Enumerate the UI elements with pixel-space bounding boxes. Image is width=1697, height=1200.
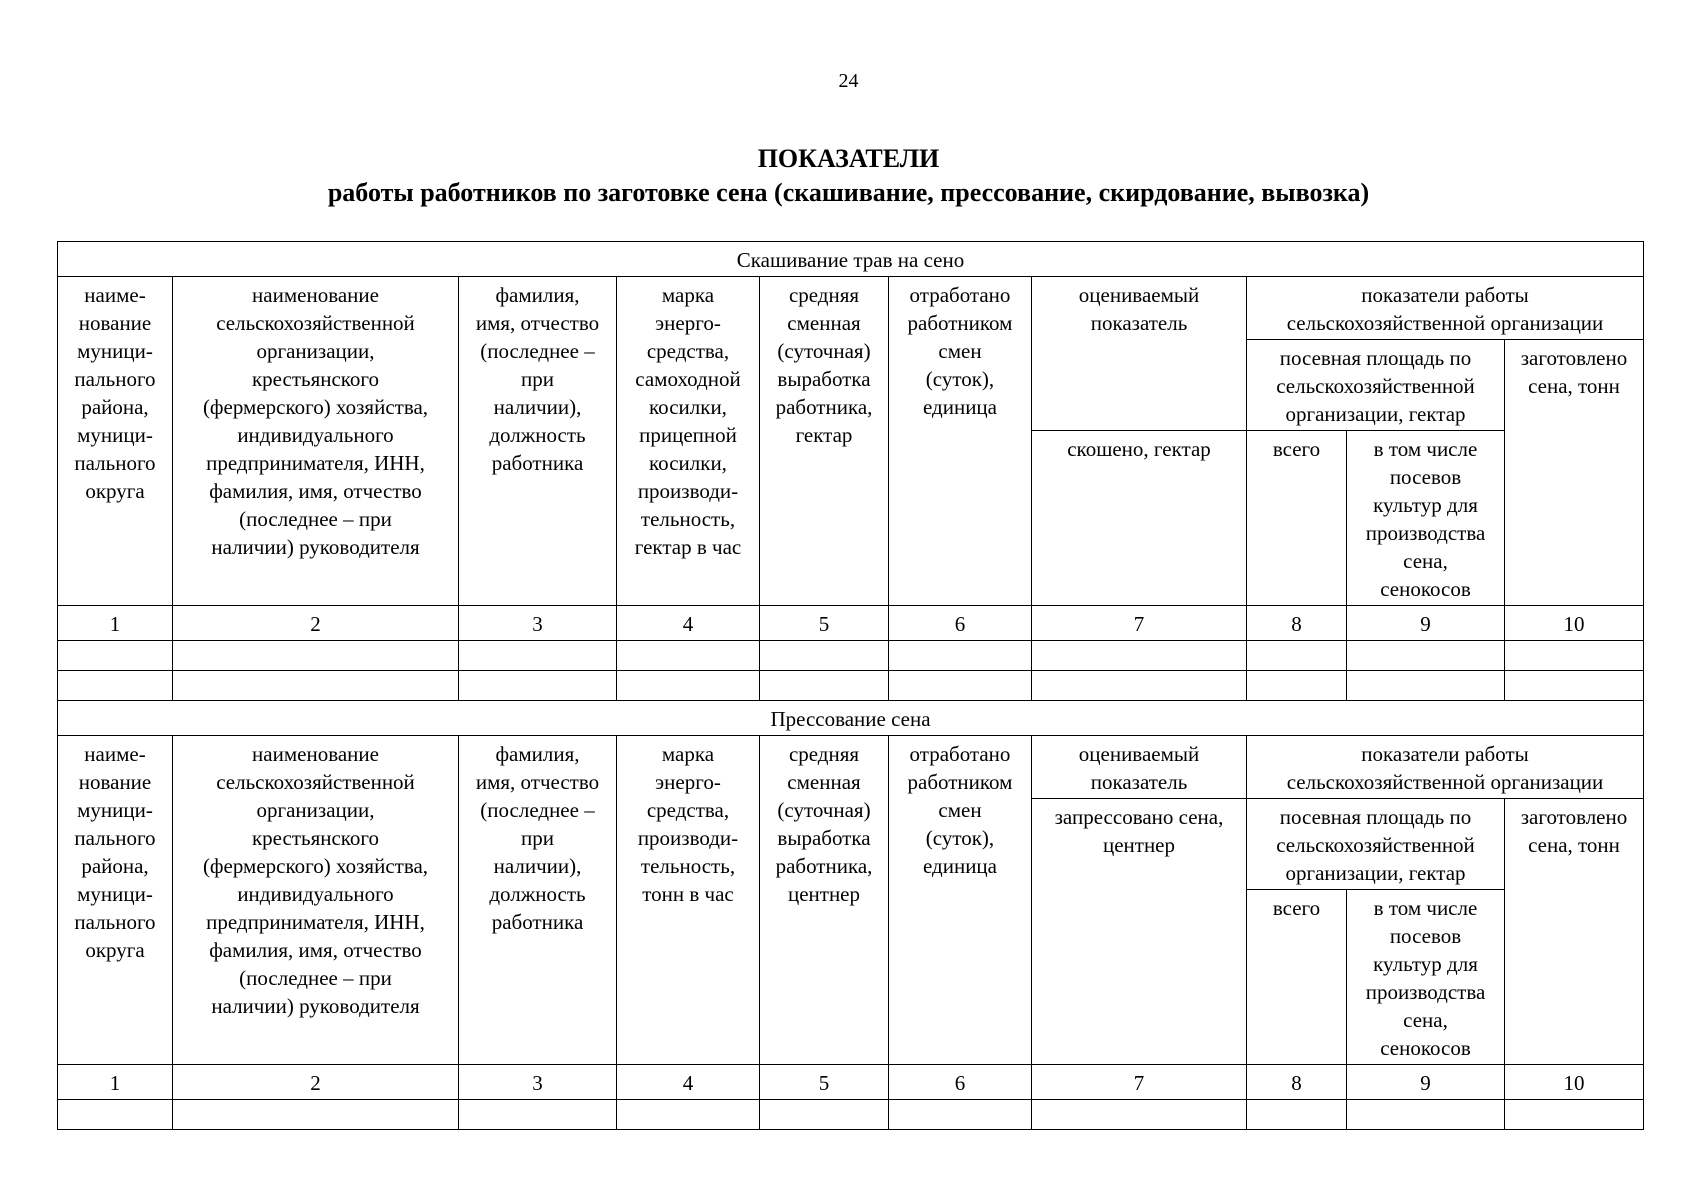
column-number: 4: [617, 606, 760, 641]
header-organization-indicators: показатели работы сельскохозяйственной организации: [1247, 277, 1644, 340]
data-cell[interactable]: [1247, 671, 1347, 701]
column-number: 1: [58, 606, 173, 641]
header-mowed-hectares: скошено, гектар: [1032, 431, 1247, 606]
data-cell[interactable]: [173, 1100, 459, 1130]
data-cell[interactable]: [1032, 671, 1247, 701]
column-number: 8: [1247, 606, 1347, 641]
data-cell[interactable]: [58, 671, 173, 701]
data-cell[interactable]: [760, 1100, 889, 1130]
data-cell[interactable]: [1505, 641, 1644, 671]
header-sown-area: посевная площадь по сельскохозяйственной организации, гектар: [1247, 340, 1505, 431]
data-cell[interactable]: [1032, 641, 1247, 671]
data-cell[interactable]: [173, 641, 459, 671]
data-cell[interactable]: [58, 1100, 173, 1130]
header-including-hay-crops: в том числе посевов культур для производства сена, сенокосов: [1347, 890, 1505, 1065]
page-number: 24: [838, 70, 859, 92]
header-sown-area: посевная площадь по сельскохозяйственной организации, гектар: [1247, 799, 1505, 890]
data-cell[interactable]: [1505, 671, 1644, 701]
data-cell[interactable]: [1247, 1100, 1347, 1130]
column-number: 8: [1247, 1065, 1347, 1100]
data-cell[interactable]: [173, 671, 459, 701]
column-number: 2: [173, 1065, 459, 1100]
header-pressed-hay: запрессовано сена, центнер: [1032, 799, 1247, 1065]
header-organization-name: наименование сельскохозяйственной организации, крестьянского (фермерского) хозяйства, индивидуального предпринимателя, ИНН, фамилия, имя, отчество (последнее – при наличии) руководителя: [173, 277, 459, 606]
document-title: ПОКАЗАТЕЛИ: [757, 144, 940, 173]
section-title-row: [58, 701, 1644, 736]
column-number-row: [58, 606, 1644, 641]
column-number: 5: [760, 606, 889, 641]
header-total: всего: [1247, 431, 1347, 606]
empty-data-row: [58, 641, 1644, 671]
header-evaluated-indicator: оцениваемый показатель: [1032, 277, 1247, 431]
header-worker-name: фамилия, имя, отчество (последнее – при наличии), должность работника: [459, 736, 617, 1065]
data-cell[interactable]: [1505, 1100, 1644, 1130]
header-average-output: средняя сменная (суточная) выработка работника, гектар: [760, 277, 889, 606]
section-title-pressing: Прессование сена: [58, 701, 1644, 736]
header-organization-indicators: показатели работы сельскохозяйственной организации: [1247, 736, 1644, 799]
header-equipment-brand: марка энерго- средства, самоходной косилки, прицепной косилки, производи- тельность, гектар в час: [617, 277, 760, 606]
data-cell[interactable]: [1347, 641, 1505, 671]
empty-data-row: [58, 671, 1644, 701]
header-municipal-district: наиме- нование муници- пального района, муници- пального округа: [58, 277, 173, 606]
empty-data-row: [58, 1100, 1644, 1130]
header-including-hay-crops: в том числе посевов культур для производства сена, сенокосов: [1347, 431, 1505, 606]
column-number: 9: [1347, 1065, 1505, 1100]
header-evaluated-indicator: оцениваемый показатель: [1032, 736, 1247, 799]
column-number: 10: [1505, 606, 1644, 641]
column-number: 7: [1032, 1065, 1247, 1100]
header-equipment-brand: марка энерго- средства, производи- тельность, тонн в час: [617, 736, 760, 1065]
data-cell[interactable]: [459, 641, 617, 671]
header-row: [58, 736, 1644, 799]
column-number: 7: [1032, 606, 1247, 641]
header-shifts-worked: отработано работником смен (суток), единица: [889, 736, 1032, 1065]
data-cell[interactable]: [889, 671, 1032, 701]
data-cell[interactable]: [1032, 1100, 1247, 1130]
column-number: 1: [58, 1065, 173, 1100]
header-total: всего: [1247, 890, 1347, 1065]
data-cell[interactable]: [617, 671, 760, 701]
column-number: 6: [889, 1065, 1032, 1100]
header-average-output: средняя сменная (суточная) выработка работника, центнер: [760, 736, 889, 1065]
section-title-mowing: Скашивание трав на сено: [58, 242, 1644, 277]
header-hay-harvested: заготовлено сена, тонн: [1505, 799, 1644, 1065]
indicators-table: [57, 241, 1644, 1130]
data-cell[interactable]: [889, 1100, 1032, 1130]
data-cell[interactable]: [459, 1100, 617, 1130]
column-number: 3: [459, 606, 617, 641]
header-row: [58, 277, 1644, 340]
data-cell[interactable]: [58, 641, 173, 671]
data-cell[interactable]: [1247, 641, 1347, 671]
header-worker-name: фамилия, имя, отчество (последнее – при наличии), должность работника: [459, 277, 617, 606]
header-shifts-worked: отработано работником смен (суток), единица: [889, 277, 1032, 606]
column-number: 4: [617, 1065, 760, 1100]
column-number: 5: [760, 1065, 889, 1100]
header-hay-harvested: заготовлено сена, тонн: [1505, 340, 1644, 606]
data-cell[interactable]: [1347, 1100, 1505, 1130]
header-municipal-district: наиме- нование муници- пального района, муници- пального округа: [58, 736, 173, 1065]
section-title-row: [58, 242, 1644, 277]
header-organization-name: наименование сельскохозяйственной организации, крестьянского (фермерского) хозяйства, индивидуального предпринимателя, ИНН, фамилия, имя, отчество (последнее – при наличии) руководителя: [173, 736, 459, 1065]
data-cell[interactable]: [617, 641, 760, 671]
data-cell[interactable]: [617, 1100, 760, 1130]
data-cell[interactable]: [760, 641, 889, 671]
data-cell[interactable]: [459, 671, 617, 701]
column-number: 3: [459, 1065, 617, 1100]
data-cell[interactable]: [889, 641, 1032, 671]
document-subtitle: работы работников по заготовке сена (скашивание, прессование, скирдование, вывозка): [327, 178, 1370, 207]
data-cell[interactable]: [760, 671, 889, 701]
column-number: 9: [1347, 606, 1505, 641]
column-number: 6: [889, 606, 1032, 641]
column-number: 10: [1505, 1065, 1644, 1100]
data-cell[interactable]: [1347, 671, 1505, 701]
column-number: 2: [173, 606, 459, 641]
column-number-row: [58, 1065, 1644, 1100]
